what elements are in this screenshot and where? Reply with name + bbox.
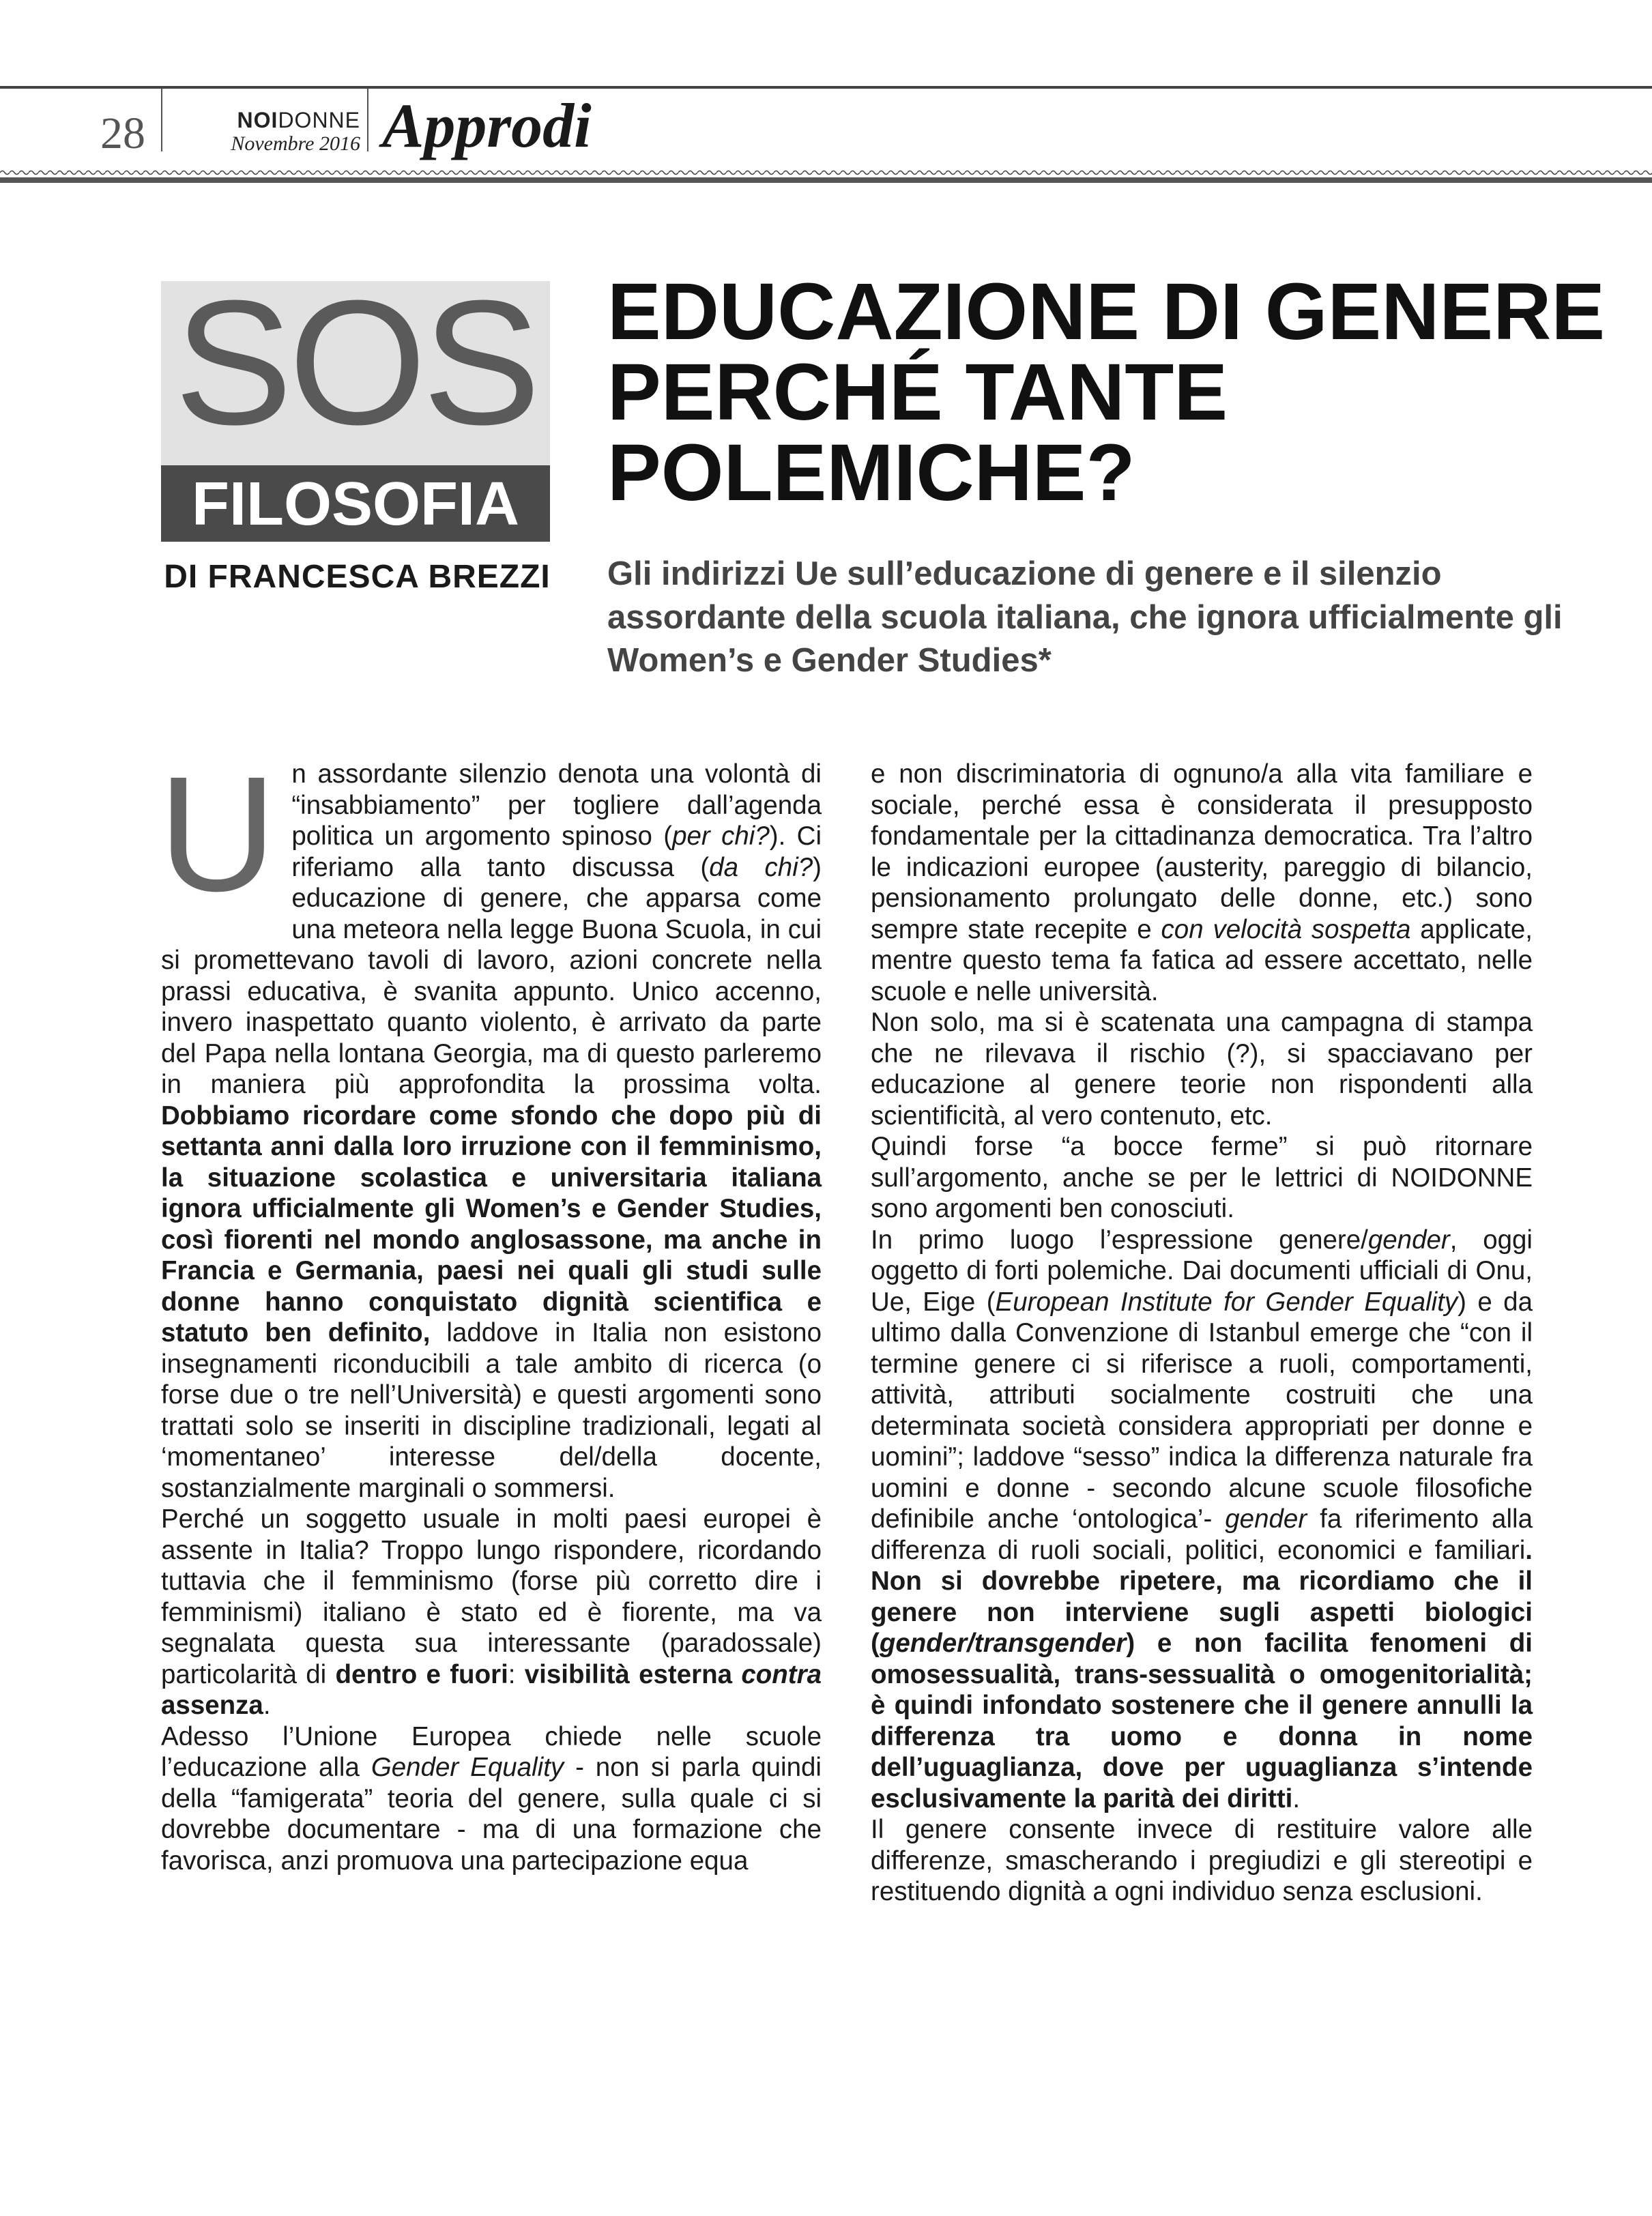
text-run: contra [741,1659,822,1689]
text-run: . Non si dovrebbe ripetere, ma ricordiamo che il genere non interviene sugli aspetti biologici ( [871,1535,1533,1658]
text-run: ) educazione di genere, che apparsa come una meteora nella legge Buona Scuola, in cui si promettevano tavoli di lavoro, azioni concrete nella prassi educativa, è svanita appunto. Unico accenno, invero inaspettato quanto violento, è arrivato da parte del Papa nella lontana Georgia, ma di questo parleremo in maniera più approfondita la prossima volta. [161,852,822,1099]
article-paragraph [871,1007,1533,1131]
text-run: - non si parla quindi della “famigerata” teoria del genere, sulla quale ci si dovrebbe documentare - ma di una formazione che favorisca, anzi promuova una partecipazione equa [161,1753,822,1876]
text-run: In primo luogo l’espressione genere/ [871,1225,1368,1255]
article-column-left [158,742,822,1876]
article-paragraph [871,1225,1533,1815]
text-run: ). Ci riferiamo alla tanto discussa ( [291,821,822,882]
text-run: Quindi forse “a bocce ferme” si può ritornare sull’argomento, anche se per le lettrici di NOIDONNE sono argomenti ben conosciuti. [871,1132,1533,1223]
text-run: . [1292,1783,1301,1813]
text-run: gender [1225,1504,1307,1534]
magazine-name-bold: NOI [237,108,278,132]
magazine-name-rest: DONNE [278,108,360,132]
text-run: ) e da ultimo dalla Convenzione di Istanbul emerge che “con il termine genere ci si riferisce a ruoli, comportamenti, attività, attributi socialmente costruiti che una determinata società considera appropriati per donne e uomini”; laddove “sesso” indica la differenza naturale fra uomini e donne - secondo alcune scuole filosofiche definibile anche ‘ontologica’- [871,1287,1533,1534]
header-decorative-rule [0,169,1652,184]
text-run: European Institute for Gender Equality [995,1287,1458,1317]
text-run: applicate, mentre questo tema fa fatica ad essere accettato, nelle scuole e nelle università. [871,914,1533,1006]
page-number: 28 [100,108,145,158]
text-run: visibilità esterna [524,1659,742,1689]
text-run: Il genere consente invece di restituire valore alle differenze, smascherando i pregiudizi e gli stereotipi e restituendo dignità a ogni individuo senza esclusioni. [871,1815,1533,1906]
issue-date: Novembre 2016 [231,132,360,155]
text-run: laddove in Italia non esistono insegnamenti riconducibili a tale ambito di ricerca (o forse due o tre nell’Università) e questi argomenti sono trattati solo se inseriti in discipline tradizionali, legati al ‘momentaneo’ interesse del/della docente, sostanzialmente marginali o sommersi. [161,1318,822,1503]
text-run: : [508,1659,525,1689]
article-headline: EDUCAZIONE DI GENERE PERCHÉ TANTE POLEMICHE? [607,267,1606,518]
text-run: fa riferimento alla differenza di ruoli sociali, politici, economici e familiari [871,1504,1533,1565]
article-paragraph [161,1721,822,1877]
article-column-right [871,759,1533,1908]
header-top-rule [0,86,1652,89]
text-run: n assordante silenzio denota una volontà di “insabbiamento” per togliere dall’agenda politica un argomento spinoso ( [291,759,822,851]
article-paragraph [161,1504,822,1721]
text-run: Gender Equality [371,1753,564,1782]
text-run: Dobbiamo ricordare come sfondo che dopo più di settanta anni dalla loro irruzione con il femminismo, la situazione scolastica e universitaria italiana ignora ufficialmente gli Women’s e Gender Studies, così fiorenti nel mondo anglosassone, ma anche in Francia e Germania, paesi nei quali gli studi sulle donne hanno conquistato dignità scientifica e statuto ben definito, [161,1100,822,1347]
text-run: ) e non facilita fenomeni di omosessualità, trans-sessualità o omogenitorialità; è quindi infondato sostenere che il genere annulli la differenza tra uomo e donna in nome dell’uguaglianza, dove per uguaglianza s’intende esclusivamente la parità dei diritti [871,1629,1533,1813]
text-run: gender [1367,1225,1450,1255]
article-subheadline: Gli indirizzi Ue sull’educazione di genere e il silenzio assordante della scuola italiana, che ignora ufficialmente gli Women’s e Gender Studies* [607,555,1563,680]
text-run: assenza [161,1691,263,1720]
text-run: Non solo, ma si è scatenata una campagna di stampa che ne rilevava il rischio (?), si spacciavano per educazione al genere teorie non rispondenti alla scientificità, al vero contenuto, etc. [871,1008,1533,1131]
text-run: con velocità sospetta [1161,914,1411,944]
text-run: Perché un soggetto usuale in molti paesi europei è assente in Italia? Troppo lungo rispondere, ricordando tuttavia che il femminismo (forse più corretto dire i femminismi) italiano è stato ed è fiorente, ma va segnalata questa sua interessante (paradossale) particolarità di [161,1504,822,1689]
column-logo-sos: SOS [174,264,537,462]
drop-cap: U [158,742,277,925]
column-logo-filosofia: FILOSOFIA [192,470,519,538]
text-run: , oggi oggetto di forti polemiche. Dai documenti ufficiali di Onu, Ue, Eige ( [871,1225,1533,1317]
text-run: e non discriminatoria di ognuno/a alla vita familiare e sociale, perché essa è considerata il presupposto fondamentale per la cittadinanza democratica. Tra l’altro le indicazioni europee (austerity, pareggio di bilancio, pensionamento prolungato delle donne, etc.) sono sempre state recepite e [871,759,1533,944]
text-run: da chi? [709,852,813,882]
text-run: . [263,1691,271,1720]
article-paragraph [871,759,1533,1007]
author-byline: DI FRANCESCA BREZZI [164,559,551,595]
header-separator [367,89,368,151]
text-run: dentro e fuori [335,1659,508,1689]
article-paragraph [871,1131,1533,1225]
article-paragraph [871,1814,1533,1908]
text-run: Adesso l’Unione Europea chiede nelle scuole l’educazione alla [161,1721,822,1782]
header-separator [161,89,162,151]
magazine-name [171,108,360,133]
text-run: gender/transgender [879,1629,1127,1658]
text-run: per chi? [672,821,770,851]
section-title: Approdi [382,91,592,160]
